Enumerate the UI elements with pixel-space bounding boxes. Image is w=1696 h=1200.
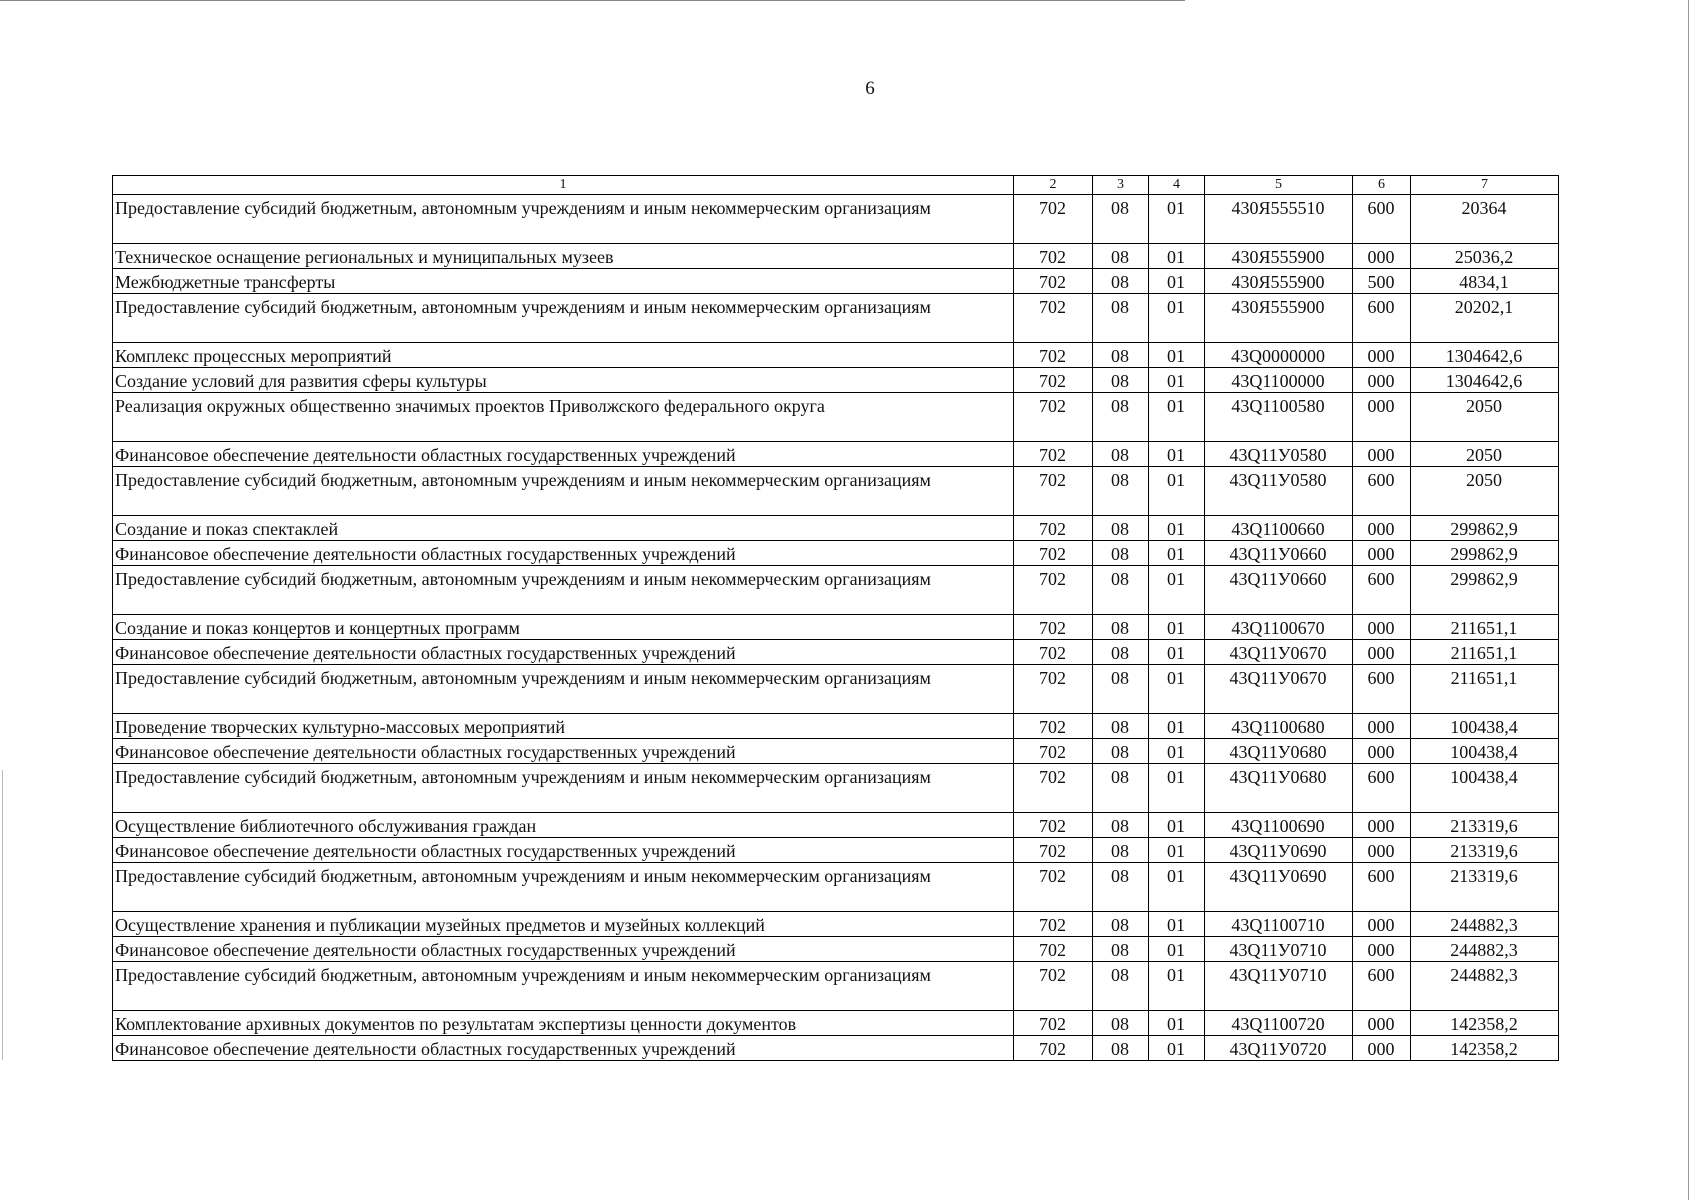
- table-row: [113, 714, 1559, 739]
- cell-amount: 244882,3: [1411, 912, 1559, 937]
- cell-code-2: 702: [1014, 838, 1093, 863]
- table-row: [113, 1011, 1559, 1036]
- cell-code-2: 702: [1014, 640, 1093, 665]
- cell-code-5: 43Q11У0710: [1205, 937, 1353, 962]
- cell-code-2: 702: [1014, 615, 1093, 640]
- cell-name: Комплектование архивных документов по результатам экспертизы ценности документов: [113, 1011, 1014, 1036]
- cell-code-2: 702: [1014, 912, 1093, 937]
- cell-code-4: 01: [1149, 962, 1205, 1011]
- cell-code-3: 08: [1093, 764, 1149, 813]
- cell-code-6: 000: [1353, 1011, 1411, 1036]
- cell-code-4: 01: [1149, 640, 1205, 665]
- cell-code-3: 08: [1093, 541, 1149, 566]
- cell-code-5: 43Q11У0680: [1205, 739, 1353, 764]
- cell-code-2: 702: [1014, 467, 1093, 516]
- cell-name: Осуществление хранения и публикации музейных предметов и музейных коллекций: [113, 912, 1014, 937]
- cell-code-5: 43Q1100670: [1205, 615, 1353, 640]
- cell-code-5: 43Q1100680: [1205, 714, 1353, 739]
- cell-code-3: 08: [1093, 343, 1149, 368]
- cell-amount: 1304642,6: [1411, 343, 1559, 368]
- header-cell-1: 1: [113, 176, 1014, 195]
- cell-amount: 213319,6: [1411, 813, 1559, 838]
- cell-name: Финансовое обеспечение деятельности областных государственных учреждений: [113, 739, 1014, 764]
- cell-code-2: 702: [1014, 442, 1093, 467]
- cell-code-6: 000: [1353, 1036, 1411, 1061]
- cell-code-4: 01: [1149, 615, 1205, 640]
- cell-code-3: 08: [1093, 615, 1149, 640]
- cell-code-5: 43Q1100710: [1205, 912, 1353, 937]
- cell-code-4: 01: [1149, 269, 1205, 294]
- page-number: 6: [865, 78, 875, 99]
- table-row: [113, 343, 1559, 368]
- table-row: [113, 467, 1559, 516]
- cell-code-6: 000: [1353, 937, 1411, 962]
- cell-code-2: 702: [1014, 665, 1093, 714]
- cell-code-6: 000: [1353, 739, 1411, 764]
- cell-name: Финансовое обеспечение деятельности областных государственных учреждений: [113, 640, 1014, 665]
- table-row: [113, 269, 1559, 294]
- cell-code-6: 000: [1353, 368, 1411, 393]
- cell-name: Создание условий для развития сферы культуры: [113, 368, 1014, 393]
- cell-code-2: 702: [1014, 764, 1093, 813]
- cell-code-3: 08: [1093, 937, 1149, 962]
- cell-code-2: 702: [1014, 516, 1093, 541]
- cell-code-5: 43Q0000000: [1205, 343, 1353, 368]
- cell-code-5: 43Q11У0670: [1205, 640, 1353, 665]
- cell-code-5: 43Q11У0710: [1205, 962, 1353, 1011]
- table-row: [113, 937, 1559, 962]
- cell-code-4: 01: [1149, 244, 1205, 269]
- cell-code-2: 702: [1014, 195, 1093, 244]
- cell-code-2: 702: [1014, 962, 1093, 1011]
- cell-code-4: 01: [1149, 516, 1205, 541]
- header-cell-6: 6: [1353, 176, 1411, 195]
- cell-amount: 244882,3: [1411, 962, 1559, 1011]
- cell-code-3: 08: [1093, 813, 1149, 838]
- cell-code-4: 01: [1149, 442, 1205, 467]
- cell-name: Предоставление субсидий бюджетным, автономным учреждениям и иным некоммерческим организациям: [113, 566, 1014, 615]
- cell-code-4: 01: [1149, 813, 1205, 838]
- cell-name: Финансовое обеспечение деятельности областных государственных учреждений: [113, 541, 1014, 566]
- cell-code-5: 43Q11У0690: [1205, 863, 1353, 912]
- cell-amount: 2050: [1411, 393, 1559, 442]
- table-body: [113, 195, 1559, 1061]
- cell-code-5: 43Q11У0670: [1205, 665, 1353, 714]
- scan-edge-left: [2, 770, 3, 1060]
- cell-code-6: 000: [1353, 640, 1411, 665]
- cell-code-3: 08: [1093, 269, 1149, 294]
- header-cell-2: 2: [1014, 176, 1093, 195]
- table-row: [113, 195, 1559, 244]
- cell-code-2: 702: [1014, 566, 1093, 615]
- cell-code-4: 01: [1149, 665, 1205, 714]
- cell-code-4: 01: [1149, 764, 1205, 813]
- cell-code-5: 43Q11У0660: [1205, 541, 1353, 566]
- cell-amount: 20364: [1411, 195, 1559, 244]
- cell-code-4: 01: [1149, 541, 1205, 566]
- cell-name: Проведение творческих культурно-массовых мероприятий: [113, 714, 1014, 739]
- cell-code-5: 430Я555900: [1205, 294, 1353, 343]
- table-row: [113, 442, 1559, 467]
- cell-code-3: 08: [1093, 566, 1149, 615]
- cell-name: Финансовое обеспечение деятельности областных государственных учреждений: [113, 838, 1014, 863]
- cell-amount: 211651,1: [1411, 640, 1559, 665]
- cell-code-6: 600: [1353, 665, 1411, 714]
- cell-code-4: 01: [1149, 393, 1205, 442]
- cell-code-5: 43Q1100580: [1205, 393, 1353, 442]
- cell-name: Комплекс процессных мероприятий: [113, 343, 1014, 368]
- cell-code-6: 000: [1353, 615, 1411, 640]
- cell-code-4: 01: [1149, 937, 1205, 962]
- cell-name: Предоставление субсидий бюджетным, автономным учреждениям и иным некоммерческим организациям: [113, 467, 1014, 516]
- cell-code-2: 702: [1014, 937, 1093, 962]
- cell-code-6: 000: [1353, 912, 1411, 937]
- cell-code-2: 702: [1014, 393, 1093, 442]
- cell-code-2: 702: [1014, 739, 1093, 764]
- cell-amount: 25036,2: [1411, 244, 1559, 269]
- table-row: [113, 393, 1559, 442]
- cell-name: Предоставление субсидий бюджетным, автономным учреждениям и иным некоммерческим организациям: [113, 962, 1014, 1011]
- cell-code-6: 500: [1353, 269, 1411, 294]
- cell-amount: 211651,1: [1411, 665, 1559, 714]
- cell-name: Финансовое обеспечение деятельности областных государственных учреждений: [113, 442, 1014, 467]
- cell-code-4: 01: [1149, 343, 1205, 368]
- cell-code-3: 08: [1093, 640, 1149, 665]
- cell-code-6: 600: [1353, 962, 1411, 1011]
- cell-amount: 142358,2: [1411, 1011, 1559, 1036]
- cell-name: Финансовое обеспечение деятельности областных государственных учреждений: [113, 937, 1014, 962]
- table-row: [113, 615, 1559, 640]
- cell-code-3: 08: [1093, 838, 1149, 863]
- cell-name: Предоставление субсидий бюджетным, автономным учреждениям и иным некоммерческим организациям: [113, 294, 1014, 343]
- cell-code-6: 000: [1353, 343, 1411, 368]
- cell-name: Предоставление субсидий бюджетным, автономным учреждениям и иным некоммерческим организациям: [113, 195, 1014, 244]
- cell-amount: 213319,6: [1411, 863, 1559, 912]
- cell-code-2: 702: [1014, 1036, 1093, 1061]
- cell-code-4: 01: [1149, 714, 1205, 739]
- cell-name: Техническое оснащение региональных и муниципальных музеев: [113, 244, 1014, 269]
- table-row: [113, 665, 1559, 714]
- table-row: [113, 566, 1559, 615]
- cell-code-5: 43Q1100720: [1205, 1011, 1353, 1036]
- cell-code-5: 43Q11У0680: [1205, 764, 1353, 813]
- table-row: [113, 640, 1559, 665]
- cell-code-2: 702: [1014, 541, 1093, 566]
- cell-code-6: 000: [1353, 541, 1411, 566]
- table-row: [113, 764, 1559, 813]
- cell-code-6: 600: [1353, 195, 1411, 244]
- cell-name: Предоставление субсидий бюджетным, автономным учреждениям и иным некоммерческим организациям: [113, 764, 1014, 813]
- cell-code-5: 430Я555900: [1205, 269, 1353, 294]
- cell-amount: 4834,1: [1411, 269, 1559, 294]
- cell-code-5: 43Q11У0690: [1205, 838, 1353, 863]
- cell-amount: 244882,3: [1411, 937, 1559, 962]
- table-row: [113, 368, 1559, 393]
- cell-code-3: 08: [1093, 516, 1149, 541]
- cell-code-4: 01: [1149, 1036, 1205, 1061]
- table-row: [113, 813, 1559, 838]
- cell-code-6: 000: [1353, 838, 1411, 863]
- cell-code-4: 01: [1149, 912, 1205, 937]
- cell-code-4: 01: [1149, 368, 1205, 393]
- cell-code-3: 08: [1093, 195, 1149, 244]
- cell-amount: 2050: [1411, 467, 1559, 516]
- cell-code-3: 08: [1093, 912, 1149, 937]
- cell-code-4: 01: [1149, 294, 1205, 343]
- cell-name: Межбюджетные трансферты: [113, 269, 1014, 294]
- cell-code-4: 01: [1149, 467, 1205, 516]
- cell-name: Осуществление библиотечного обслуживания граждан: [113, 813, 1014, 838]
- cell-name: Предоставление субсидий бюджетным, автономным учреждениям и иным некоммерческим организациям: [113, 665, 1014, 714]
- header-cell-7: 7: [1411, 176, 1559, 195]
- cell-code-5: 43Q1100690: [1205, 813, 1353, 838]
- cell-code-6: 000: [1353, 516, 1411, 541]
- cell-code-3: 08: [1093, 665, 1149, 714]
- cell-amount: 211651,1: [1411, 615, 1559, 640]
- table-row: [113, 962, 1559, 1011]
- cell-code-5: 43Q1100000: [1205, 368, 1353, 393]
- header-cell-4: 4: [1149, 176, 1205, 195]
- cell-name: Создание и показ концертов и концертных программ: [113, 615, 1014, 640]
- cell-code-2: 702: [1014, 1011, 1093, 1036]
- cell-code-5: 43Q11У0720: [1205, 1036, 1353, 1061]
- cell-code-6: 000: [1353, 714, 1411, 739]
- cell-amount: 20202,1: [1411, 294, 1559, 343]
- header-cell-3: 3: [1093, 176, 1149, 195]
- cell-code-5: 43Q11У0580: [1205, 442, 1353, 467]
- table-row: [113, 294, 1559, 343]
- header-cell-5: 5: [1205, 176, 1353, 195]
- cell-amount: 299862,9: [1411, 566, 1559, 615]
- cell-code-6: 000: [1353, 813, 1411, 838]
- cell-code-5: 430Я555510: [1205, 195, 1353, 244]
- cell-code-6: 600: [1353, 467, 1411, 516]
- cell-code-2: 702: [1014, 343, 1093, 368]
- cell-code-6: 000: [1353, 244, 1411, 269]
- cell-code-3: 08: [1093, 962, 1149, 1011]
- table-row: [113, 838, 1559, 863]
- table-row: [113, 541, 1559, 566]
- table-header-row: [113, 176, 1559, 195]
- cell-code-6: 000: [1353, 393, 1411, 442]
- cell-code-6: 600: [1353, 863, 1411, 912]
- cell-code-4: 01: [1149, 195, 1205, 244]
- cell-amount: 299862,9: [1411, 516, 1559, 541]
- cell-code-3: 08: [1093, 739, 1149, 764]
- cell-code-6: 600: [1353, 566, 1411, 615]
- cell-amount: 100438,4: [1411, 714, 1559, 739]
- cell-code-6: 600: [1353, 764, 1411, 813]
- scan-edge-right: [1688, 0, 1689, 1200]
- table-row: [113, 739, 1559, 764]
- cell-name: Реализация окружных общественно значимых проектов Приволжского федерального округа: [113, 393, 1014, 442]
- cell-code-4: 01: [1149, 1011, 1205, 1036]
- cell-code-2: 702: [1014, 244, 1093, 269]
- cell-code-3: 08: [1093, 1011, 1149, 1036]
- cell-code-4: 01: [1149, 838, 1205, 863]
- budget-table: [112, 175, 1559, 1061]
- cell-code-5: 43Q11У0580: [1205, 467, 1353, 516]
- cell-amount: 100438,4: [1411, 764, 1559, 813]
- table-row: [113, 1036, 1559, 1061]
- cell-code-2: 702: [1014, 294, 1093, 343]
- cell-code-5: 430Я555900: [1205, 244, 1353, 269]
- cell-code-6: 600: [1353, 294, 1411, 343]
- cell-code-5: 43Q1100660: [1205, 516, 1353, 541]
- cell-code-4: 01: [1149, 566, 1205, 615]
- scan-edge-top: [0, 0, 1185, 1]
- cell-code-5: 43Q11У0660: [1205, 566, 1353, 615]
- cell-code-3: 08: [1093, 467, 1149, 516]
- cell-code-2: 702: [1014, 714, 1093, 739]
- table-row: [113, 912, 1559, 937]
- cell-code-4: 01: [1149, 863, 1205, 912]
- cell-code-2: 702: [1014, 368, 1093, 393]
- cell-code-6: 000: [1353, 442, 1411, 467]
- cell-amount: 100438,4: [1411, 739, 1559, 764]
- cell-code-2: 702: [1014, 813, 1093, 838]
- cell-code-3: 08: [1093, 1036, 1149, 1061]
- cell-code-4: 01: [1149, 739, 1205, 764]
- cell-code-2: 702: [1014, 269, 1093, 294]
- cell-code-3: 08: [1093, 244, 1149, 269]
- table-row: [113, 516, 1559, 541]
- cell-code-3: 08: [1093, 393, 1149, 442]
- cell-code-3: 08: [1093, 442, 1149, 467]
- cell-amount: 2050: [1411, 442, 1559, 467]
- table-row: [113, 863, 1559, 912]
- cell-amount: 1304642,6: [1411, 368, 1559, 393]
- cell-name: Финансовое обеспечение деятельности областных государственных учреждений: [113, 1036, 1014, 1061]
- cell-name: Предоставление субсидий бюджетным, автономным учреждениям и иным некоммерческим организациям: [113, 863, 1014, 912]
- cell-code-3: 08: [1093, 368, 1149, 393]
- table-row: [113, 244, 1559, 269]
- cell-amount: 299862,9: [1411, 541, 1559, 566]
- cell-code-3: 08: [1093, 294, 1149, 343]
- cell-code-3: 08: [1093, 863, 1149, 912]
- cell-code-2: 702: [1014, 863, 1093, 912]
- cell-amount: 142358,2: [1411, 1036, 1559, 1061]
- cell-amount: 213319,6: [1411, 838, 1559, 863]
- cell-name: Создание и показ спектаклей: [113, 516, 1014, 541]
- cell-code-3: 08: [1093, 714, 1149, 739]
